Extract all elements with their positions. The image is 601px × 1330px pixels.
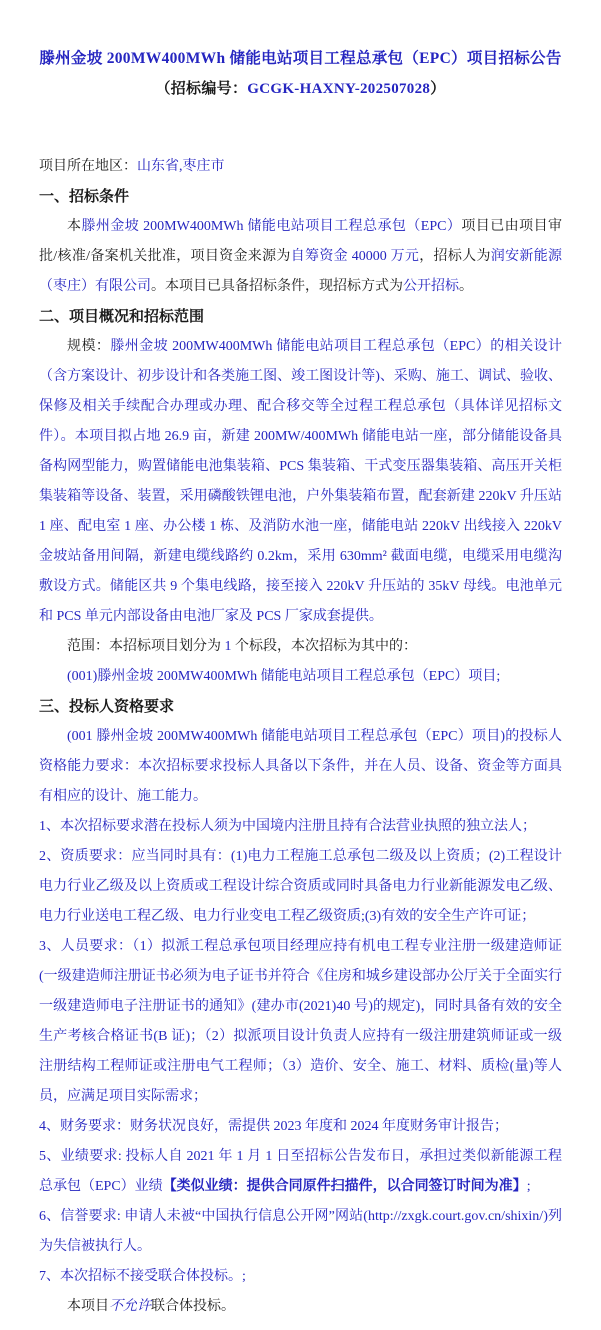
text-segment: 自筹资金 40000 万元 xyxy=(290,249,420,264)
text-segment: 规模： xyxy=(67,339,111,354)
text-segment: 6、信誉要求: 申请人未被“中国执行信息公开网”网站(http://zxgk.court.gov.cn/shixin/)列为失信被执行人。 xyxy=(39,1209,562,1254)
heading-project-overview xyxy=(39,302,562,332)
page-title xyxy=(39,44,562,74)
tender-number-code: GCGK-HAXNY-202507028 xyxy=(247,81,431,97)
text-segment: 项目已由项目审批/核准/备案机关批准，项目资金来源为 xyxy=(39,219,563,264)
text-segment: 1、本次招标要求潜在投标人须为中国境内注册且持有合法营业执照的独立法人； xyxy=(39,819,536,834)
text-segment: 公开招标 xyxy=(403,279,459,294)
heading-bidder-qualifications xyxy=(39,692,562,722)
document-body xyxy=(39,152,562,1322)
text-segment: 4、财务要求：财务状况良好，需提供 2023 年度和 2024 年度财务审计报告； xyxy=(39,1119,508,1134)
text-segment: ; xyxy=(526,1179,531,1194)
text-segment: 不允许 xyxy=(109,1299,151,1314)
heading-bidding-conditions xyxy=(39,182,562,212)
text-segment: (001)滕州金坡 200MW400MWh 储能电站项目工程总承包（EPC）项目; xyxy=(67,669,501,684)
text-segment: 7、本次招标不接受联合体投标。; xyxy=(39,1269,246,1284)
para-req-6 xyxy=(39,1202,562,1262)
para-req-1 xyxy=(39,812,562,842)
para-scale xyxy=(39,332,562,632)
para-req-4 xyxy=(39,1112,562,1142)
text-segment: 1 xyxy=(224,639,232,654)
text-segment: 。 xyxy=(459,279,473,294)
tender-number-prefix: （招标编号： xyxy=(155,81,248,97)
text-segment: 山东省,枣庄市 xyxy=(137,159,225,174)
text-segment: 。本项目已具备招标条件，现招标方式为 xyxy=(151,279,403,294)
para-no-consortium xyxy=(39,1292,562,1322)
text-segment: 3、人员要求：（1）拟派工程总承包项目经理应持有机电工程专业注册一级建造师证(一级建造师注册证书必须为电子证书并符合《住房和城乡建设部办公厅关于全面实行一级建造师电子注册证书的通知》(建办市(2021)40 号)的规定)，同时具备有效的安全生产考核合格证书(B 证)；（2）拟派项目设计负责人应持有一级注册建筑师证或一级注册结构工程师证或注册电气工程师；（3）造价、安全、施工、材料、质检(量)等人员，应满足项目实际需求； xyxy=(39,939,562,1104)
text-segment: 润安新能源（枣庄）有限公司 xyxy=(39,249,563,294)
text-segment: 5、业绩要求: 投标人自 2021 年 1 月 1 日至招标公告发布日，承担过类似新能源工程总承包（EPC）业绩 xyxy=(39,1149,562,1194)
para-req-7 xyxy=(39,1262,562,1292)
project-location xyxy=(39,152,562,182)
text-segment: 2、资质要求：应当同时具有：(1)电力工程施工总承包二级及以上资质；(2)工程设计电力行业乙级及以上资质或工程设计综合资质或同时具备电力行业新能源发电乙级、电力行业送电工程乙级、电力行业变电工程乙级资质;(3)有效的安全生产许可证； xyxy=(39,849,562,924)
text-segment: ，招标人为 xyxy=(419,249,491,264)
text-segment: 个标段，本次招标为其中的： xyxy=(231,639,417,654)
page-title-text: 滕州金坡 200MW400MWh 储能电站项目工程总承包（EPC）项目招标公告 xyxy=(39,50,562,67)
para-bidding-conditions xyxy=(39,212,562,302)
text-segment: 【类似业绩：提供合同原件扫描件，以合同签订时间为准】 xyxy=(162,1179,527,1194)
text-segment: 项目所在地区： xyxy=(39,159,137,174)
text-segment: 滕州金坡 200MW400MWh 储能电站项目工程总承包（EPC） xyxy=(81,219,462,234)
tender-number-suffix: ） xyxy=(430,81,446,97)
text-segment: 一、招标条件 xyxy=(39,189,130,205)
para-section-001 xyxy=(39,662,562,692)
para-req-5 xyxy=(39,1142,562,1202)
text-segment: 滕州金坡 200MW400MWh 储能电站项目工程总承包（EPC）的相关设计（含方案设计、初步设计和各类施工图、竣工图设计等)、采购、施工、调试、验收、保修及相关手续配合办理或办理、配合移交等全过程工程总承包（具体详见招标文件）。本项目拟占地 26.9 亩，新建 200MW/400MWh 储能电站一座，部分储能设备具备构网型能力，购置储能电池集装箱、PCS 集装箱、干式变压器集装箱、高压开关柜集装箱等设备、装置，采用磷酸铁锂电池，户外集装箱布置，配套新建 220kV 升压站 1 座、配电室 1 座、办公楼 1 栋、及消防水池一座，储能电站 220kV 出线接入 220kV 金坡站备用间隔，新建电缆线路约 0.2km，采用 630mm² 截面电缆，电缆采用电缆沟敷设方式。储能区共 9 个集电线路，接至接入 220kV 升压站的 35kV 母线。电池单元和 PCS 单元内部设备由电池厂家及 PCS 厂家成套提供。 xyxy=(39,339,563,624)
text-segment: 二、项目概况和招标范围 xyxy=(39,309,205,325)
tender-number-line xyxy=(39,74,562,104)
para-scope xyxy=(39,632,562,662)
text-segment: 本项目 xyxy=(67,1299,109,1314)
para-req-3 xyxy=(39,932,562,1112)
text-segment: 三、投标人资格要求 xyxy=(39,699,175,715)
text-segment: 本 xyxy=(67,219,82,234)
para-qualification-intro xyxy=(39,722,562,812)
text-segment: (001 滕州金坡 200MW400MWh 储能电站项目工程总承包（EPC）项目)的投标人资格能力要求：本次招标要求投标人具备以下条件，并在人员、设备、资金等方面具有相应的设计、施工能力。 xyxy=(39,729,562,804)
text-segment: 联合体投标。 xyxy=(151,1299,235,1314)
para-req-2 xyxy=(39,842,562,932)
text-segment: 范围：本招标项目划分为 xyxy=(67,639,225,654)
